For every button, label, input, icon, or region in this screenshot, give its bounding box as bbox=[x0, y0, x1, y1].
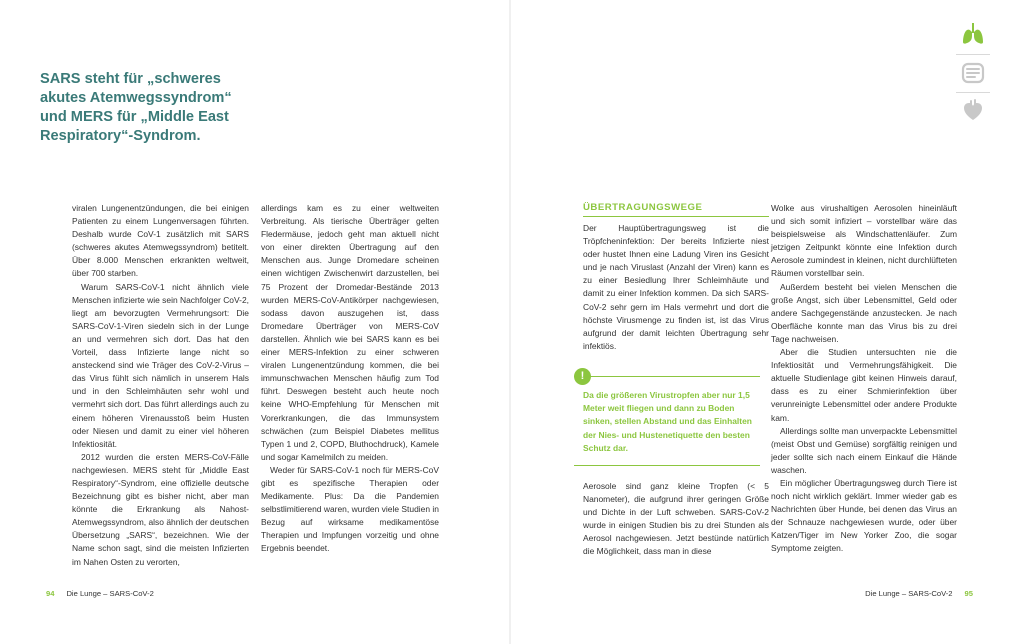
running-footer: Die Lunge – SARS-CoV-2 bbox=[66, 589, 154, 598]
paragraph: 2012 wurden die ersten MERS-CoV-Fälle nachgewiesen. MERS steht für „Middle East Respiratory“-Syndrom, eine offizielle deutsche Bezeichnung gibt es bisher nicht, aber man könnte die Erkrankung als Nahost-Atemwegssyndrom, also ähnlich der deutschen Übersetzung „SARS“, bezeichnen. Wie der Name schon sagt, sind die meisten Infizierten im Nahen Osten zu verorten, bbox=[72, 451, 249, 567]
page-number: 94 bbox=[46, 589, 55, 598]
paragraph: Aerosole sind ganz kleine Tropfen (< 5 Nanometer), die aufgrund ihrer geringen Größe und Dichte in der Luft schweben. SARS-CoV-2 wurde in einigen Studien bis zu drei Stunden als Aerosol nachgewiesen. Jetzt bestünde natürlich die Möglichkeit, dass man in diese bbox=[583, 481, 769, 557]
left-column-2 bbox=[261, 202, 439, 556]
paragraph: Wolke aus virushaltigen Aerosolen hineinläuft und sich somit infiziert – vorstellbar wäre das beispielsweise als Windschattenläufer. Zum jetzigen Zeitpunkt könnte eine Infektion durch Aerosole zumindest in kleinen, nicht durchlüfteten Räumen vorstellbar sein. bbox=[771, 203, 957, 279]
tip-text: Da die größeren Virustropfen aber nur 1,5 Meter weit fliegen und dann zu Boden sinken, stellen Abstand und das Einhalten der Nies- und Hustenetiquette den besten Schutz dar. bbox=[583, 390, 752, 453]
paragraph: viralen Lungenentzündungen, die bei einigen Patienten zu einem Lungenversagen führten. Deshalb wurde CoV-1 zusätzlich mit SARS (schweres akutes Atemwegssyndrom) betitelt. Über 8.000 Menschen erkrankten weltweit, über 700 starben. bbox=[72, 203, 249, 279]
paragraph: allerdings kam es zu einer weltweiten Verbreitung. Als tierische Überträger gelten Fledermäuse, jedoch geht man aktuell nicht von einer direkten Übertragung auf den Menschen aus. Junge Dromedare scheinen einen wichtigen Zwischenwirt darzustellen, bei 75 Prozent der Dromedar-Bestände 2013 wurden MERS-CoV-Antikörper nachgewiesen, sodass davon auszugehen ist, dass Dromedare Überträger von MERS-CoV darstellen. Ähnlich wie bei SARS kann es bei einer MERS-Infektion zu einer schweren viralen Lungenentzündung kommen, die bei immunschwachen Menschen häufig zum Tod führt. Deswegen besteht auch heute noch keine WHO-Empfehlung für Menschen mit Vorerkrankungen, die das Immunsystem schwächen (zum Beispiel Diabetes mellitus Typen 1 und 2, COPD, Bluthochdruck), Kamele und sogar Kamelmilch zu meiden. bbox=[261, 203, 439, 462]
right-column-2 bbox=[771, 202, 957, 556]
paragraph: Der Hauptübertragungsweg ist die Tröpfcheninfektion: Der bereits Infizierte niest oder hustet Ihnen eine Ladung Viren ins Gesicht und je nach Viruslast (Anzahl der Viren) kann es zu einer Besiedlung Ihrer Schleimhäute und damit zu einer Infektion kommen. Da sich SARS-CoV-2 sehr gern im Hals vermehrt und dort die höchste Virusmenge zu finden ist, ist das Virus aufgrund der damit leichten Übertragung sehr infektiös. bbox=[583, 223, 769, 351]
tip-box bbox=[574, 370, 760, 466]
section-heading: ÜBERTRAGUNGSWEGE bbox=[583, 202, 769, 217]
intestine-icon bbox=[961, 61, 985, 85]
right-page bbox=[510, 0, 1020, 644]
icon-divider bbox=[956, 92, 990, 93]
left-column-1 bbox=[72, 202, 249, 569]
exclamation-icon: ! bbox=[574, 368, 591, 385]
right-column-1-bottom bbox=[583, 480, 769, 559]
pull-quote: SARS steht für „schweres akutes Atemwegssyndrom“ und MERS für „Middle East Respiratory“-Syndrom. bbox=[40, 71, 232, 144]
heart-icon bbox=[961, 99, 985, 123]
chapter-icon-strip bbox=[956, 0, 990, 130]
paragraph: Außerdem besteht bei vielen Menschen die große Angst, sich über Lebensmittel, Geld oder andere Sachgegenstände anzustecken. Je nach Oberfläche konnte man das Virus bis zu drei Tage nachweisen. bbox=[771, 281, 957, 344]
icon-divider bbox=[956, 54, 990, 55]
paragraph: Ein möglicher Übertragungsweg durch Tiere ist noch nicht wirklich geklärt. Immer wieder gab es Nachrichten über Hunde, bei denen das Virus an der Schnauze nachgewiesen wurde, oder über Katzen/Tiger im New Yorker Zoo, die sogar Symptome zeigten. bbox=[771, 477, 957, 554]
paragraph: Aber die Studien untersuchten nie die Infektiosität und Vermehrungsfähigkeit. Die aktuelle Studienlage gibt keinen Hinweis darauf, dass es zu einer Schmierinfektion über verunreinigte Lebensmittel oder andere Produkte kam. bbox=[771, 347, 957, 423]
lungs-icon bbox=[961, 22, 985, 46]
left-folio bbox=[46, 589, 154, 598]
paragraph: Warum SARS-CoV-1 nicht ähnlich viele Menschen infizierte wie sein Nachfolger CoV-2, liegt am bevorzugten Vermehrungsort: Die SARS-CoV-1-Viren siedeln sich in der Lunge an und vermehren sich dort. Das hat den Vorteil, dass Infizierte lange nicht so ansteckend sind wie Träger des CoV-2-Virus – das Virus fühlt sich nämlich in unserem Hals und in den Schleimhäuten sehr wohl und vermehrt sich dort. Das führt allerdings auch zu einem höheren Virenausstoß beim Husten oder Niesen und damit zu einer viel höheren Infektiosität. bbox=[72, 281, 249, 449]
running-footer: Die Lunge – SARS-CoV-2 bbox=[865, 589, 953, 598]
paragraph: Allerdings sollte man unverpackte Lebensmittel (meist Obst und Gemüse) sorgfältig reinigen und jeder sollte sich nach einem Einkauf die Hände waschen. bbox=[771, 425, 957, 475]
page-number: 95 bbox=[964, 589, 973, 598]
paragraph: Weder für SARS-CoV-1 noch für MERS-CoV gibt es spezifische Therapien oder Medikamente. Plus: Da die Pandemien selbstlimitierend waren, wurden viele Studien in Bezug auf wirksame medikamentöse Therapien und Impfungen vorzeitig und ohne Ergebnis beendet. bbox=[261, 464, 439, 554]
right-folio bbox=[865, 589, 973, 598]
right-column-1-top bbox=[583, 222, 769, 353]
